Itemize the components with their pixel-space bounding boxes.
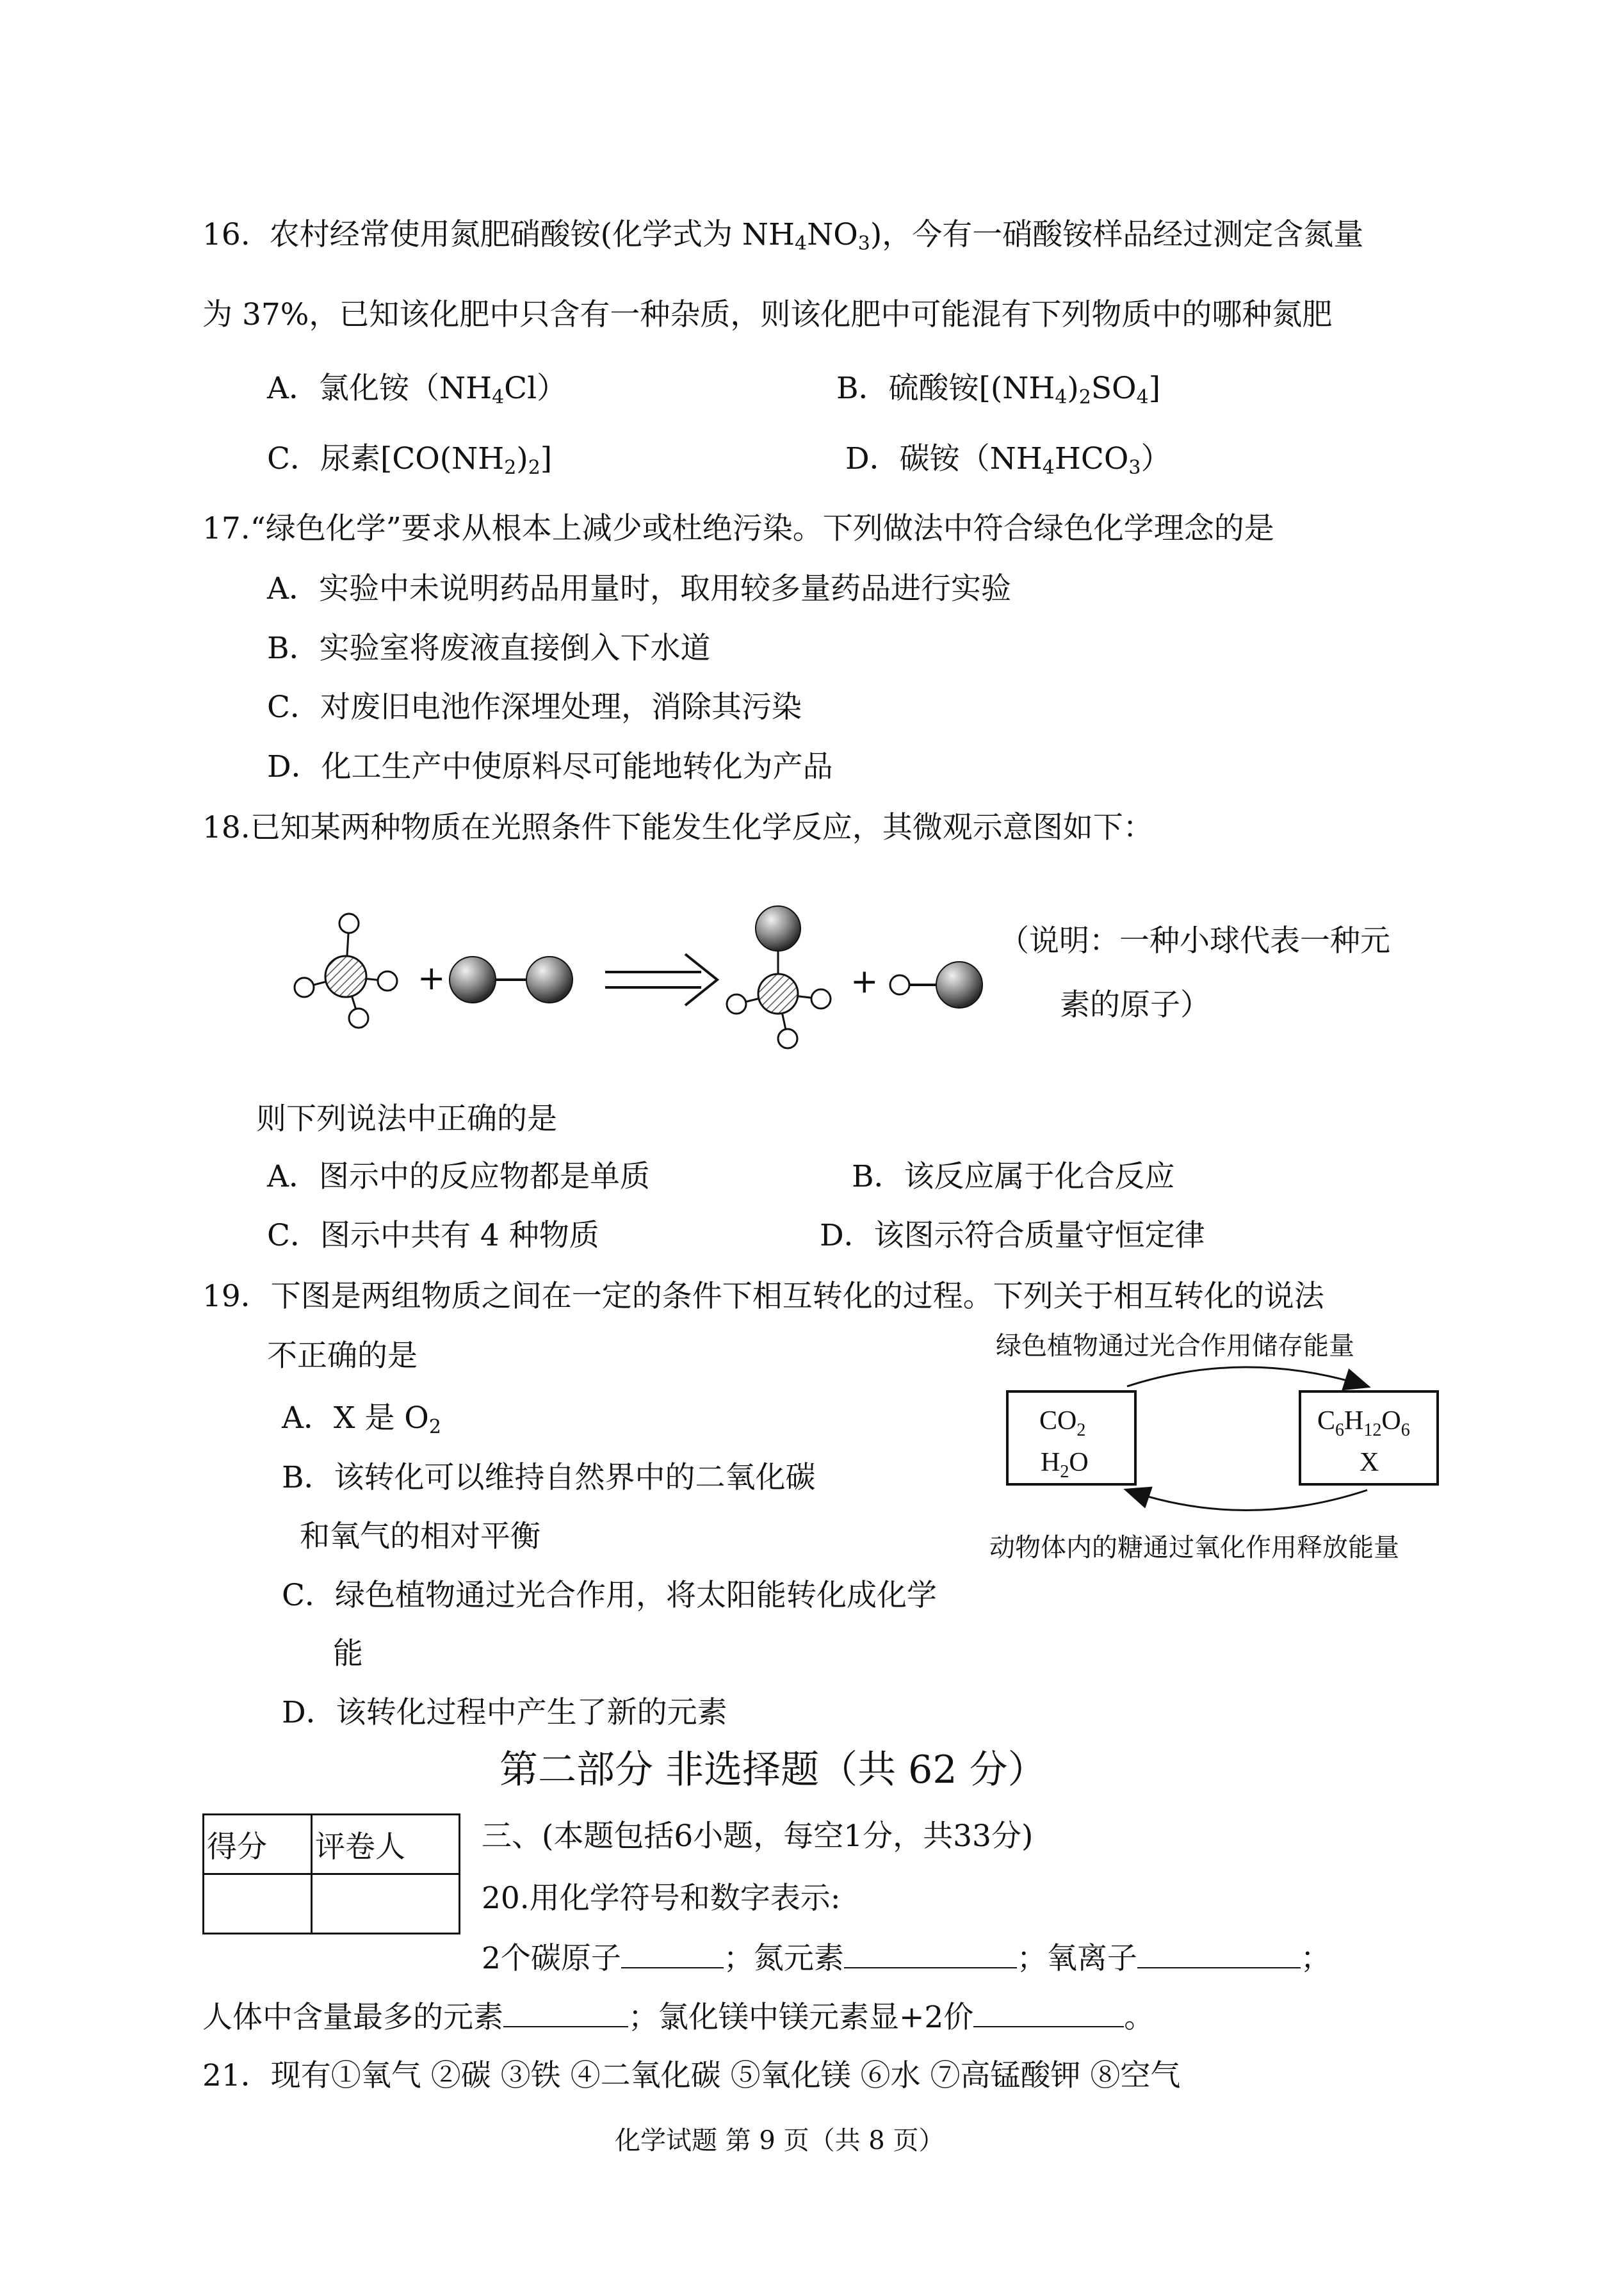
grader-header: 评卷人 <box>312 1815 460 1874</box>
cycle-top-label: 绿色植物通过光合作用储存能量 <box>996 1331 1354 1361</box>
q17-stem: 17.“绿色化学”要求从根本上减少或杜绝污染。下列做法中符合绿色化学理念的是 <box>202 511 1274 546</box>
answer-blank-most-abundant[interactable] <box>503 1998 628 2027</box>
reactant-molecule-2 <box>450 957 572 1003</box>
q17-option-c: C．对废旧电池作深埋处理，消除其污染 <box>267 690 802 725</box>
q18-sub-stem: 则下列说法中正确的是 <box>256 1101 557 1137</box>
q18-option-d: D．该图示符合质量守恒定律 <box>820 1218 1205 1253</box>
q18-option-b: B．该反应属于化合反应 <box>852 1159 1175 1194</box>
q17-option-a: A．实验中未说明药品用量时，取用较多量药品进行实验 <box>267 571 1011 606</box>
q19-option-c-line1: C．绿色植物通过光合作用，将太阳能转化成化学 <box>282 1578 937 1613</box>
q19-stem-line1: 19．下图是两组物质之间在一定的条件下相互转化的过程。下列关于相互转化的说法 <box>202 1279 1324 1314</box>
q18-note-line1: （说明：一种小球代表一种元 <box>999 923 1390 959</box>
reaction-arrow <box>605 954 717 1005</box>
q20-blanks-line1: 2个碳原子 ；氮元素 ；氧离子 ； <box>482 1939 1331 1978</box>
part2-title: 第二部分 非选择题（共 62 分） <box>499 1748 1046 1792</box>
right-box-line1: $C_6H_{12}O_6$ <box>1317 1406 1410 1440</box>
q18-note-line2: 素的原子） <box>1060 987 1210 1023</box>
product-molecule-2 <box>890 962 982 1008</box>
score-header: 得分 <box>204 1815 312 1874</box>
conversion-cycle-diagram <box>989 1322 1476 1578</box>
q19-option-b-line2: 和氧气的相对平衡 <box>300 1519 540 1554</box>
q19-option-d: D．该转化过程中产生了新的元素 <box>282 1695 727 1730</box>
q17-option-b: B．实验室将废液直接倒入下水道 <box>267 631 711 666</box>
plus-sign-1: + <box>418 959 446 998</box>
q21-stem: 21．现有①氧气 ②碳 ③铁 ④二氧化碳 ⑤氧化镁 ⑥水 ⑦高锰酸钾 ⑧空气 <box>202 2058 1181 2093</box>
q18-option-c: C．图示中共有 4 种物质 <box>267 1218 599 1253</box>
cycle-arrow-top <box>1127 1367 1367 1386</box>
q19-option-a: A．X 是 $O_2$ <box>282 1400 441 1438</box>
q18-option-a: A．图示中的反应物都是单质 <box>267 1159 650 1194</box>
plus-sign-2: + <box>850 962 879 1001</box>
answer-blank-oxide-ion[interactable] <box>1137 1939 1301 1968</box>
score-table <box>202 1813 460 1934</box>
answer-blank-mg-valence[interactable] <box>973 1998 1124 2027</box>
q16-option-c: C．尿素$[CO(NH_2)_2]$ <box>267 441 553 479</box>
right-box-line2: X <box>1360 1448 1379 1477</box>
product-molecule-1 <box>727 906 831 1048</box>
q17-option-d: D．化工生产中使原料尽可能地转化为产品 <box>267 749 833 784</box>
page-footer: 化学试题 第 9 页（共 8 页） <box>615 2126 945 2155</box>
cycle-bottom-label: 动物体内的糖通过氧化作用释放能量 <box>989 1533 1399 1562</box>
reactant-molecule-1 <box>295 914 397 1028</box>
answer-blank-nitrogen[interactable] <box>844 1939 1017 1968</box>
q16-option-b: B．硫酸铵$[(NH_4)_2SO_4]$ <box>836 371 1161 409</box>
q16-option-d: D．碳铵$(NH_4HCO_3)$ <box>845 441 1171 479</box>
q20-blanks-line2: 人体中含量最多的元素 ；氯化镁中镁元素显+2价 。 <box>202 1998 1154 2037</box>
grader-cell[interactable] <box>312 1874 460 1934</box>
q20-stem: 20.用化学符号和数字表示: <box>482 1881 841 1916</box>
section3-heading: 三、(本题包括6小题，每空1分，共33分) <box>482 1819 1034 1854</box>
q18-stem: 18.已知某两种物质在光照条件下能发生化学反应，其微观示意图如下： <box>202 810 1153 845</box>
q19-option-c-line2: 能 <box>333 1636 363 1671</box>
reaction-diagram <box>282 890 1012 1101</box>
left-box-line2: $H_2O$ <box>1041 1448 1089 1482</box>
answer-blank-carbon[interactable] <box>621 1939 724 1968</box>
q16-option-a: A．氯化铵$(NH_4Cl)$ <box>267 371 567 409</box>
cycle-arrow-bottom <box>1127 1490 1367 1511</box>
q19-stem-line2: 不正确的是 <box>267 1338 418 1374</box>
q16-stem-line1: 16. 农村经常使用氮肥硝酸铵(化学式为 $NH_4NO_3$)，今有一硝酸铵样品经过测定含氮量 <box>202 217 1364 255</box>
q16-stem-line2: 为 37%，已知该化肥中只含有一种杂质，则该化肥中可能混有下列物质中的哪种氮肥 <box>202 297 1333 332</box>
score-cell[interactable] <box>204 1874 312 1934</box>
q19-option-b-line1: B．该转化可以维持自然界中的二氧化碳 <box>282 1460 816 1495</box>
left-box-line1: $CO_2$ <box>1039 1406 1086 1440</box>
